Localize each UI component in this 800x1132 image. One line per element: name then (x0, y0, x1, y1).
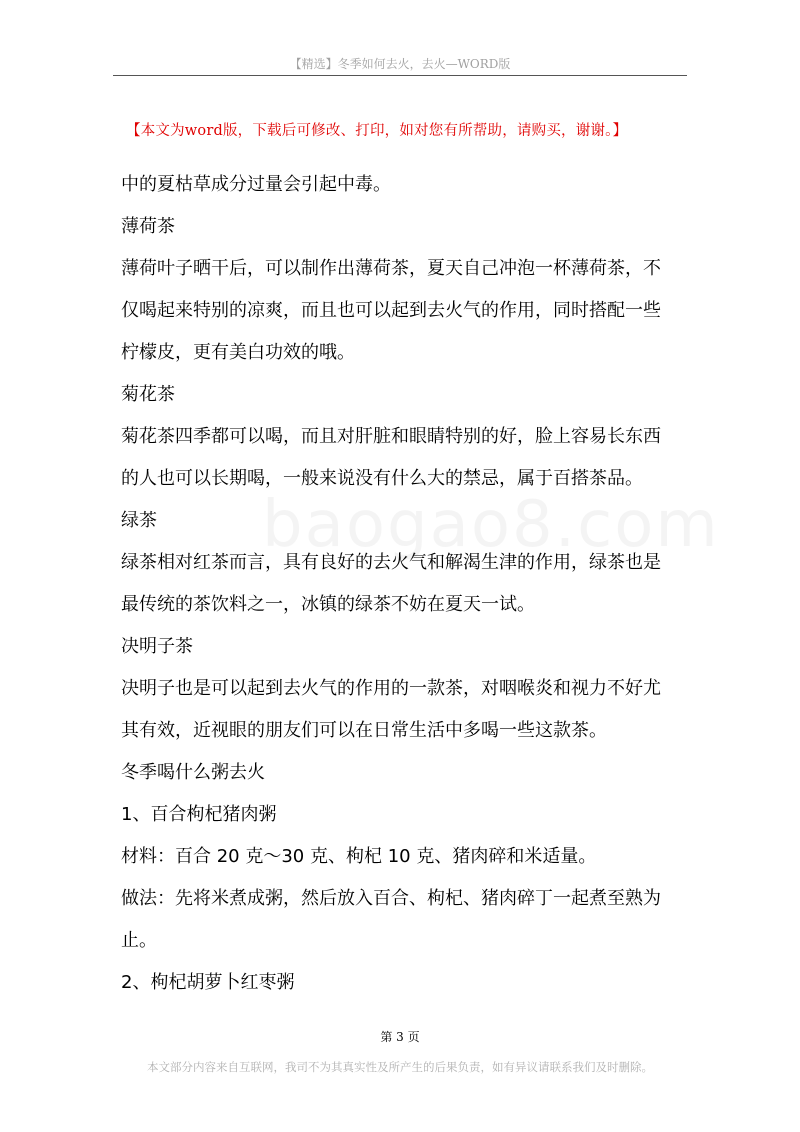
body-line: 柠檬皮，更有美白功效的哦。 (121, 342, 355, 363)
body-line: 最传统的茶饮料之一，冰镇的绿茶不妨在夏天一试。 (121, 594, 535, 615)
disclaimer-footer: 本文部分内容来自互联网，我司不为其真实性及所产生的后果负责，如有异议请联系我们及时删除。 (147, 1060, 653, 1074)
word-version-notice: 【本文为word版，下载后可修改、打印，如对您有所帮助，请购买，谢谢。】 (126, 123, 628, 139)
body-line: 的人也可以长期喝，一般来说没有什么大的禁忌，属于百搭茶品。 (121, 468, 643, 489)
recipe-method: 做法：先将米煮成粥，然后放入百合、枸杞、猪肉碎丁一起煮至熟为 (121, 888, 661, 909)
page-number: 第 3 页 (380, 1030, 420, 1044)
header-divider (113, 75, 687, 76)
recipe-heading-2: 2、枸杞胡萝卜红枣粥 (121, 972, 295, 993)
recipe-heading-1: 1、百合枸杞猪肉粥 (121, 804, 277, 825)
document-body (121, 164, 683, 1004)
body-line: 中的夏枯草成分过量会引起中毒。 (121, 174, 391, 195)
body-line: 绿茶相对红茶而言，具有良好的去火气和解渴生津的作用，绿茶也是 (121, 552, 661, 573)
section-heading-green-tea: 绿茶 (121, 510, 157, 531)
section-heading-chrysanthemum-tea: 菊花茶 (121, 384, 175, 405)
body-line: 薄荷叶子晒干后，可以制作出薄荷茶，夏天自己冲泡一杯薄荷茶，不 (121, 258, 661, 279)
section-heading-cassia-seed-tea: 决明子茶 (121, 636, 193, 657)
body-line: 菊花茶四季都可以喝，而且对肝脏和眼睛特别的好，脸上容易长东西 (121, 426, 661, 447)
recipe-method-continued: 止。 (121, 930, 157, 951)
recipe-ingredients: 材料：百合 20 克～30 克、枸杞 10 克、猪肉碎和米适量。 (121, 846, 597, 867)
body-line: 决明子也是可以起到去火气的作用的一款茶，对咽喉炎和视力不好尤 (121, 678, 661, 699)
section-heading-winter-porridge: 冬季喝什么粥去火 (121, 762, 265, 783)
section-heading-mint-tea: 薄荷茶 (121, 216, 175, 237)
page-header: 【精选】冬季如何去火，去火—WORD版 (289, 57, 511, 71)
body-line: 仅喝起来特别的凉爽，而且也可以起到去火气的作用，同时搭配一些 (121, 300, 661, 321)
body-line: 其有效，近视眼的朋友们可以在日常生活中多喝一些这款茶。 (121, 720, 607, 741)
